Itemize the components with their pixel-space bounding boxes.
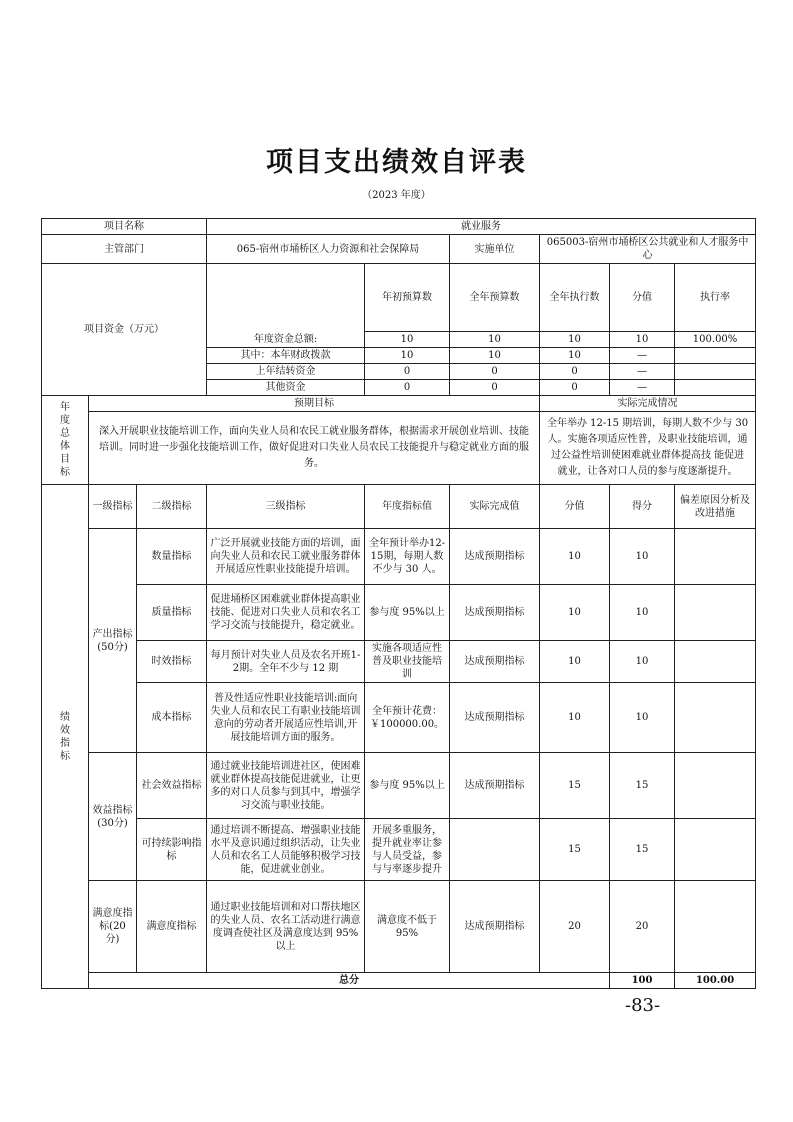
total-label: 总分 [89,973,610,989]
note-value [675,753,756,819]
unit-value: 065003-宿州市埇桥区公共就业和人才服务中心 [540,235,756,264]
funds-row-label: 其他资金 [207,380,365,396]
funds-header: 年初预算数 [365,264,450,332]
score-value: 10 [540,683,610,753]
indicator-row [42,753,756,819]
note-value [675,529,756,585]
indicator-header: 一级指标 [89,485,137,529]
indicator-header: 二级指标 [137,485,207,529]
note-value [675,881,756,973]
total-score: 100 [610,973,675,989]
level3-text: 通过培训不断提高、增强职业技能水平及意识通过组织活动，让失业人员和农名工人员能够积极学习技能，促进就业创业。 [207,819,365,881]
funds-cell: 10 [610,332,675,348]
dept-value: 065-宿州市埇桥区人力资源和社会保障局 [207,235,450,264]
actual-value: 达成预期指标 [450,683,540,753]
expected-header: 预期目标 [89,396,540,412]
level2-label: 社会效益指标 [137,753,207,819]
indicator-header: 年度指标值 [365,485,450,529]
note-value [675,585,756,641]
target-value: 全年预计举办12-15期，每期人数不少与 30 人。 [365,529,450,585]
got-value: 15 [610,753,675,819]
project-name-row [42,219,756,235]
indicator-header: 三级指标 [207,485,365,529]
target-value: 实施各项适应性普及职业技能培训 [365,641,450,683]
note-value [675,819,756,881]
goals-label-text: 年度总体目标 [60,402,70,478]
target-value: 满意度不低于95% [365,881,450,973]
funds-cell: 0 [365,380,450,396]
funds-cell: 10 [450,348,540,364]
goals-content-row [42,412,756,485]
indicator-row [42,819,756,881]
level3-text: 每月预计对失业人员及农名开班1-2期。全年不少与 12 期 [207,641,365,683]
indicator-header: 分值 [540,485,610,529]
level2-label: 满意度指标 [137,881,207,973]
level3-text: 通过职业技能培训和对口帮扶地区的失业人员、农名工活动进行满意度调查使社区及满意度达到 95%以上 [207,881,365,973]
funds-cell: 0 [365,364,450,380]
funds-cell [675,348,756,364]
target-value: 全年预计花费：￥100000.00。 [365,683,450,753]
indicator-row [42,585,756,641]
level3-text: 广泛开展就业技能方面的培训，面向失业人员和农民工就业服务群体开展适应性职业技能提升培训。 [207,529,365,585]
funds-header: 全年执行数 [540,264,610,332]
page-number: -83- [625,995,661,1016]
indicator-header-row [42,485,756,529]
funds-label: 项目资金（万元） [42,264,207,396]
funds-header-row [42,264,756,332]
funds-cell: 0 [450,380,540,396]
indicator-header: 实际完成值 [450,485,540,529]
funds-cell [675,380,756,396]
funds-header-blank [207,264,365,332]
level2-label: 时效指标 [137,641,207,683]
funds-header: 执行率 [675,264,756,332]
indicator-header: 得分 [610,485,675,529]
funds-cell: 10 [365,348,450,364]
note-value [675,641,756,683]
level3-text: 普及性适应性职业技能培训:面向失业人员和农民工有职业技能培训意向的劳动者开展适应性培训,开展技能培训方面的服务。 [207,683,365,753]
total-row [42,973,756,989]
funds-cell: 10 [450,332,540,348]
indicator-row [42,641,756,683]
funds-header: 分值 [610,264,675,332]
goals-header-row [42,396,756,412]
score-value: 10 [540,641,610,683]
indicator-row [42,529,756,585]
level3-text: 通过就业技能培训进社区，使困难就业群体提高技能促进就业，让更多的对口人员参与到其中，增强学习交流与职业技能。 [207,753,365,819]
funds-cell: 100.00% [675,332,756,348]
goals-label [42,396,89,485]
unit-label: 实施单位 [450,235,540,264]
level2-label: 质量指标 [137,585,207,641]
indicator-row [42,881,756,973]
target-value: 开展多重服务，提升就业率让参与人员受益，参与与率逐步提升 [365,819,450,881]
funds-cell: 10 [365,332,450,348]
indicator-row [42,683,756,753]
level1-label: 产出指标(50分) [89,529,137,753]
actual-value: 达成预期指标 [450,529,540,585]
target-value: 参与度 95%以上 [365,585,450,641]
funds-cell: 0 [540,364,610,380]
target-value: 参与度 95%以上 [365,753,450,819]
funds-cell [675,364,756,380]
level1-label: 满意度指标(20 分) [89,881,137,973]
year-subtitle: （2023 年度） [362,190,431,201]
indicators-label-text: 绩效指标 [60,711,70,762]
level2-label: 可持续影响指标 [137,819,207,881]
funds-cell: — [610,348,675,364]
funds-cell: 0 [540,380,610,396]
indicator-header: 偏差原因分析及改进措施 [675,485,756,529]
got-value: 20 [610,881,675,973]
funds-cell: 0 [450,364,540,380]
score-value: 15 [540,819,610,881]
got-value: 10 [610,529,675,585]
evaluation-table [41,218,756,989]
level3-text: 促进埇桥区困难就业群体提高职业技能、促进对口失业人员和农名工学习交流与技能提升，稳定就业。 [207,585,365,641]
dept-row [42,235,756,264]
funds-row-label: 上年结转资金 [207,364,365,380]
actual-value: 达成预期指标 [450,585,540,641]
level2-label: 成本指标 [137,683,207,753]
actual-value: 达成预期指标 [450,641,540,683]
funds-cell: — [610,364,675,380]
score-value: 10 [540,529,610,585]
funds-cell: 10 [540,332,610,348]
page-title: 项目支出绩效自评表 [266,147,527,178]
funds-cell: — [610,380,675,396]
expected-goal-text: 深入开展职业技能培训工作，面向失业人员和农民工就业服务群体，根据需求开展创业培训、技能培训。同时进一步强化技能培训工作，做好促进对口失业人员农民工技能提升与稳定就业方面的服务。 [89,412,540,485]
level1-label: 效益指标(30分) [89,753,137,881]
score-value: 15 [540,753,610,819]
got-value: 15 [610,819,675,881]
actual-goal-text: 全年举办 12-15 期培训，每期人数不少与 30 人。实施各项适应性普，及职业技能培训，通过公益性培训使困难就业群体提高技 能促进就业，让各对口人员的参与度逐渐提升。 [540,412,756,485]
funds-row-label: 其中：本年财政拨款 [207,348,365,364]
level2-label: 数量指标 [137,529,207,585]
project-name-value: 就业服务 [207,219,756,235]
got-value: 10 [610,641,675,683]
dept-label: 主管部门 [42,235,207,264]
actual-value: 达成预期指标 [450,881,540,973]
score-value: 20 [540,881,610,973]
actual-header: 实际完成情况 [540,396,756,412]
got-value: 10 [610,585,675,641]
indicators-label [42,485,89,989]
got-value: 10 [610,683,675,753]
actual-value: 达成预期指标 [450,753,540,819]
total-got: 100.00 [675,973,756,989]
actual-value [450,819,540,881]
funds-header: 全年预算数 [450,264,540,332]
score-value: 10 [540,585,610,641]
project-name-label: 项目名称 [42,219,207,235]
funds-cell: 10 [540,348,610,364]
note-value [675,683,756,753]
funds-row-label: 年度资金总额: [207,332,365,348]
